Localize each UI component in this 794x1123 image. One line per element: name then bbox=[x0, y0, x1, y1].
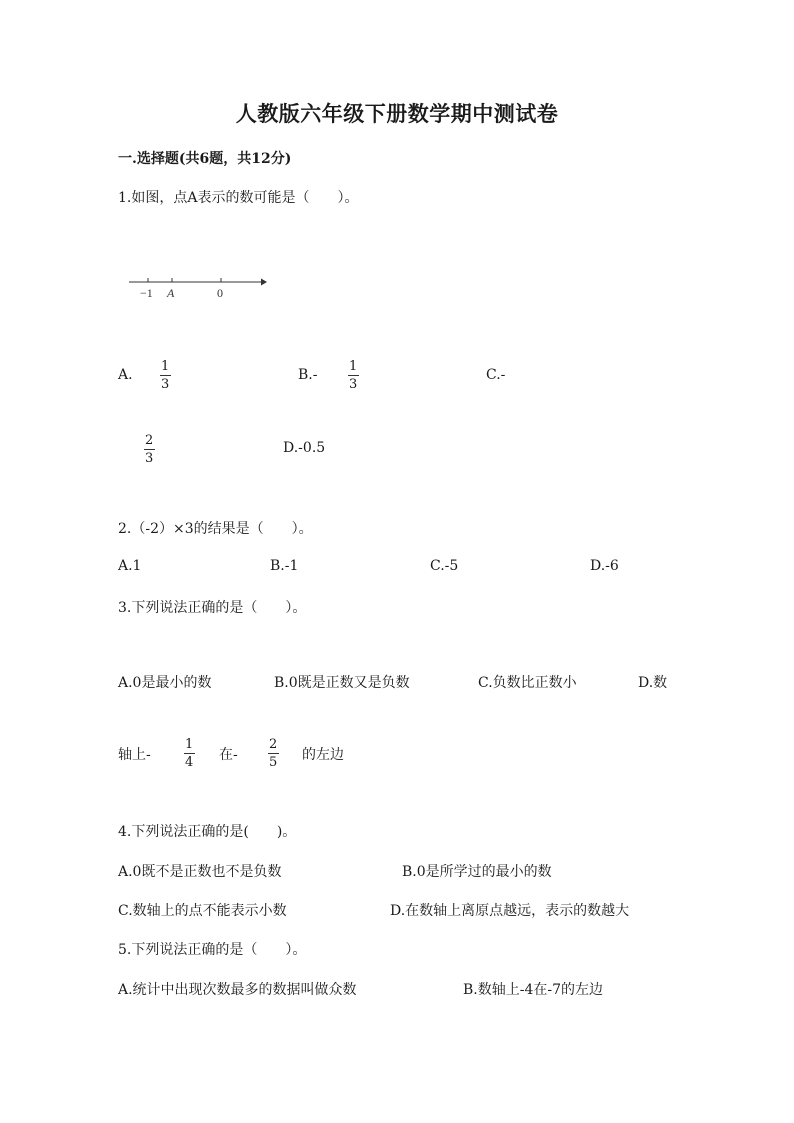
fraction-numerator: 1 bbox=[185, 737, 194, 752]
q2-option-d[interactable]: D.-6 bbox=[590, 558, 619, 574]
q3-option-d-line2-a: 轴上- bbox=[118, 747, 151, 763]
label-minus-one: −1 bbox=[140, 286, 153, 300]
q3-option-d-line2-b: 在- bbox=[219, 747, 238, 763]
question-4-stem: 4.下列说法正确的是( )。 bbox=[118, 824, 297, 840]
q1-option-a-fraction bbox=[159, 359, 171, 392]
number-line-arrow bbox=[261, 279, 267, 286]
question-5-stem: 5.下列说法正确的是（ ）。 bbox=[118, 942, 307, 958]
q3-option-d-start[interactable]: D.数 bbox=[638, 675, 668, 691]
q4-option-a[interactable]: A.0既不是正数也不是负数 bbox=[118, 864, 282, 880]
fraction-bar bbox=[160, 375, 171, 376]
section-heading: 一.选择题(共6题，共12分) bbox=[118, 151, 292, 167]
fraction-bar bbox=[348, 375, 359, 376]
fraction-denominator: 5 bbox=[269, 755, 278, 770]
fraction-bar bbox=[268, 753, 279, 754]
question-2-stem: 2.（-2）×3的结果是（ ）。 bbox=[118, 521, 313, 537]
fraction-bar bbox=[144, 449, 155, 450]
q1-option-b-fraction bbox=[347, 359, 359, 392]
number-line-figure bbox=[125, 272, 275, 306]
q1-option-c-prefix[interactable]: C.- bbox=[486, 367, 506, 383]
q5-option-a[interactable]: A.统计中出现次数最多的数据叫做众数 bbox=[118, 982, 357, 998]
q5-option-b[interactable]: B.数轴上-4在-7的左边 bbox=[463, 982, 604, 998]
fraction-numerator: 2 bbox=[269, 737, 278, 752]
fraction-denominator: 4 bbox=[185, 755, 194, 770]
q1-option-a-prefix[interactable]: A. bbox=[118, 367, 133, 383]
q1-option-b-prefix[interactable]: B.- bbox=[298, 367, 318, 383]
q3-option-b[interactable]: B.0既是正数又是负数 bbox=[274, 675, 410, 691]
page-title: 人教版六年级下册数学期中测试卷 bbox=[235, 101, 559, 126]
q3-option-d-line2-c: 的左边 bbox=[302, 747, 344, 763]
q2-option-a[interactable]: A.1 bbox=[118, 558, 142, 574]
fraction-numerator: 2 bbox=[145, 433, 154, 448]
q4-option-d[interactable]: D.在数轴上离原点越远，表示的数越大 bbox=[390, 903, 630, 919]
q3-option-d-fraction-1 bbox=[183, 737, 195, 770]
q3-option-c[interactable]: C.负数比正数小 bbox=[478, 675, 577, 691]
fraction-numerator: 1 bbox=[161, 359, 170, 374]
question-3-stem: 3.下列说法正确的是（ ）。 bbox=[118, 600, 307, 616]
fraction-numerator: 1 bbox=[349, 359, 358, 374]
q3-option-d-fraction-2 bbox=[267, 737, 279, 770]
q1-option-d[interactable]: D.-0.5 bbox=[283, 440, 326, 456]
q3-option-a[interactable]: A.0是最小的数 bbox=[118, 675, 212, 691]
q4-option-b[interactable]: B.0是所学过的最小的数 bbox=[402, 864, 552, 880]
fraction-bar bbox=[184, 753, 195, 754]
label-a: A bbox=[167, 286, 175, 300]
label-zero: 0 bbox=[217, 286, 223, 300]
question-1-stem: 1.如图，点A表示的数可能是（ ）。 bbox=[118, 190, 359, 206]
q1-option-c-fraction bbox=[143, 433, 155, 466]
fraction-denominator: 3 bbox=[161, 377, 170, 392]
q2-option-c[interactable]: C.-5 bbox=[430, 558, 459, 574]
q4-option-c[interactable]: C.数轴上的点不能表示小数 bbox=[118, 903, 287, 919]
fraction-denominator: 3 bbox=[145, 451, 154, 466]
fraction-denominator: 3 bbox=[349, 377, 358, 392]
q2-option-b[interactable]: B.-1 bbox=[270, 558, 299, 574]
